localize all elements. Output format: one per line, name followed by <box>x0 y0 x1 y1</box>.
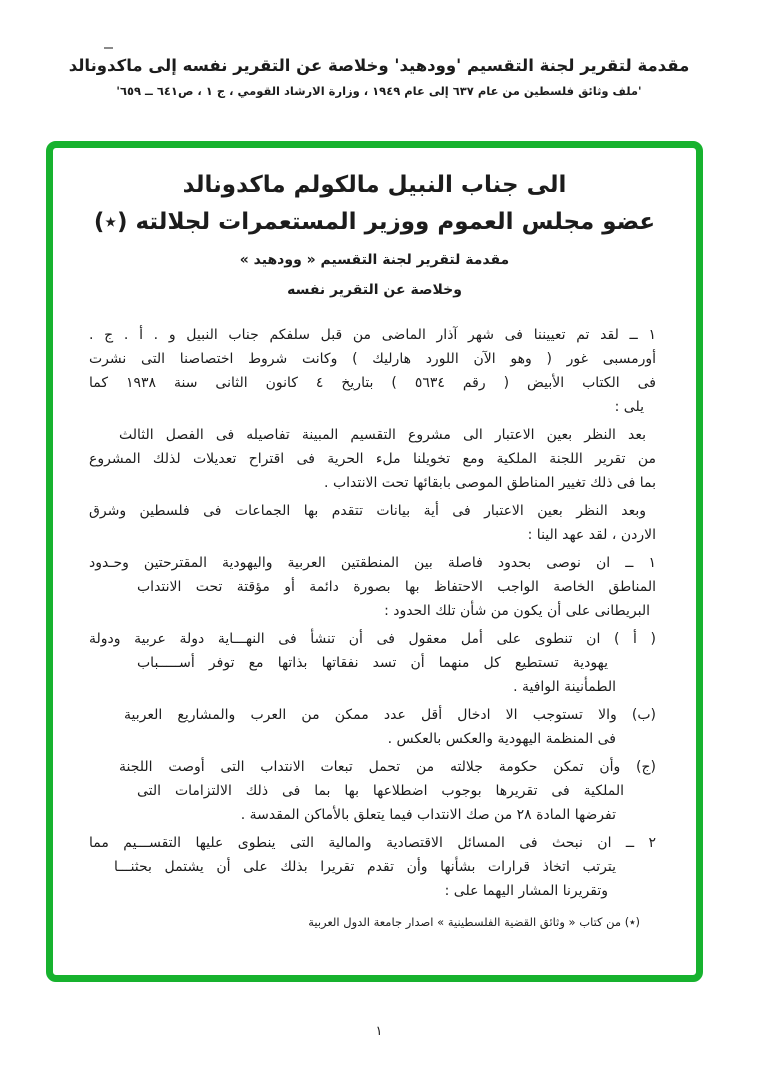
document-body <box>89 323 656 903</box>
paragraph-line: يهودية تستطيع كل منهما أن تسد نفقاتها بذاتها مع توفر أســـــباب <box>137 655 608 671</box>
document-title: مقدمة لتقرير لجنة التقسيم 'وودهيد' وخلاصة عن التقرير نفسه إلى ماكدونالد <box>68 56 690 75</box>
paragraph-line: (ب) والا تستوجب الا ادخال أقل عدد ممكن من العرب والمشاريع العربية <box>124 707 656 723</box>
paragraph-line: وبعد النظر بعين الاعتبار فى أية بيانات تتقدم بها الجماعات فى فلسطين وشرق <box>89 503 646 519</box>
document-source-line: 'ملف وثائق فلسطين من عام ٦٣٧ إلى عام ١٩٤٩ ، وزارة الارشاد القومي ، ج ١ ، ص٦٤١ ــ ٦٥٩' <box>116 84 642 98</box>
doc-subtitle-line1: مقدمة لتقرير لجنة التقسيم « وودهيد » <box>239 252 510 268</box>
paragraph-line: المناطق الخاصة الواجب الاحتفاظ بها بصورة دائمة أو مؤقتة تحت الانتداب <box>137 579 656 595</box>
paragraph-line: يلى : <box>614 399 644 415</box>
paragraph-line: فى الكتاب الأبيض ( رقم ٥٦٣٤ ) بتاريخ ٤ كانون الثانى سنة ١٩٣٨ كما <box>89 375 656 391</box>
doc-title-line2: عضو مجلس العموم ووزير المستعمرات لجلالته (٭) <box>93 209 656 235</box>
paragraph <box>89 831 656 903</box>
paragraph <box>89 703 656 751</box>
paragraph-line: الملكية فى تقريرها بوجوب اضطلاعها بها بما فى ذلك الالتزامات التى <box>137 783 624 799</box>
document-footnote: (٭) من كتاب « وثائق القضية الفلسطينية » اصدار جامعة الدول العربية <box>308 915 640 929</box>
paragraph-line: وتقريرنا المشار اليهما على : <box>444 883 608 899</box>
paragraph-line: (ج) وأن تمكن حكومة جلالته من تحمل تبعات الانتداب التى أوصت اللجنة <box>119 759 656 775</box>
scan-artifact-mark <box>104 47 113 49</box>
paragraph-line: بما فى ذلك تغيير المناطق الموصى بابقائها تحت الانتداب . <box>324 475 656 491</box>
paragraph-line: ٢ ــ ان نبحث فى المسائل الاقتصادية والمالية التى ينطوى عليها التقســـيم مما <box>89 835 656 851</box>
paragraph-line: البريطانى على أن يكون من شأن تلك الحدود : <box>384 603 650 619</box>
paragraph-line: من تقرير اللجنة الملكية ومع تخويلنا ملء الحرية فى اقتراح تعديلات لذلك المشروع <box>89 451 656 467</box>
paragraph-line: تفرضها المادة ٢٨ من صك الانتداب فيما يتعلق بالأماكن المقدسة . <box>240 807 616 823</box>
paragraph-line: ( أ ) ان تنطوى على أمل معقول فى أن تنشأ فى النهـــاية دولة عربية ودولة <box>89 631 656 647</box>
document-frame <box>46 141 703 982</box>
paragraph-line: ١ ــ لقد تم تعييننا فى شهر آذار الماضى من قبل سلفكم جناب النبيل و . أ . ج . <box>89 327 656 343</box>
paragraph-line: أورمسبى غور ( وهو الآن اللورد هارليك ) وكانت شروط اختصاصنا التى نشرت <box>89 351 656 367</box>
paragraph <box>89 423 656 495</box>
paragraph-line: الطمأنينة الوافية . <box>513 679 616 695</box>
paragraph-line: الاردن ، لقد عهد الينا : <box>527 527 656 543</box>
page-header <box>0 56 758 98</box>
doc-subtitle-line2: وخلاصة عن التقرير نفسه <box>287 282 462 298</box>
paragraph-line: ١ ــ ان نوصى بحدود فاصلة بين المنطقتين العربية واليهودية المقترحتين وحـدود <box>89 555 656 571</box>
paragraph-line: يترتب اتخاذ قرارات بشأنها وأن تقدم تقريرا بذلك على أن يشتمل بحثنـــا <box>114 859 616 875</box>
page-number: ١ <box>375 1024 383 1039</box>
paragraph <box>89 499 656 547</box>
paragraph <box>89 755 656 827</box>
paragraph-line: بعد النظر بعين الاعتبار الى مشروع التقسيم المبينة تفاصيله فى الفصل الثالث <box>119 427 646 443</box>
document-heading <box>53 168 696 299</box>
paragraph-line: فى المنظمة اليهودية والعكس بالعكس . <box>387 731 616 747</box>
doc-title-line1: الى جناب النبيل مالكولم ماكدونالد <box>182 172 567 198</box>
paragraph <box>89 627 656 699</box>
paragraph <box>89 323 656 419</box>
paragraph <box>89 551 656 623</box>
